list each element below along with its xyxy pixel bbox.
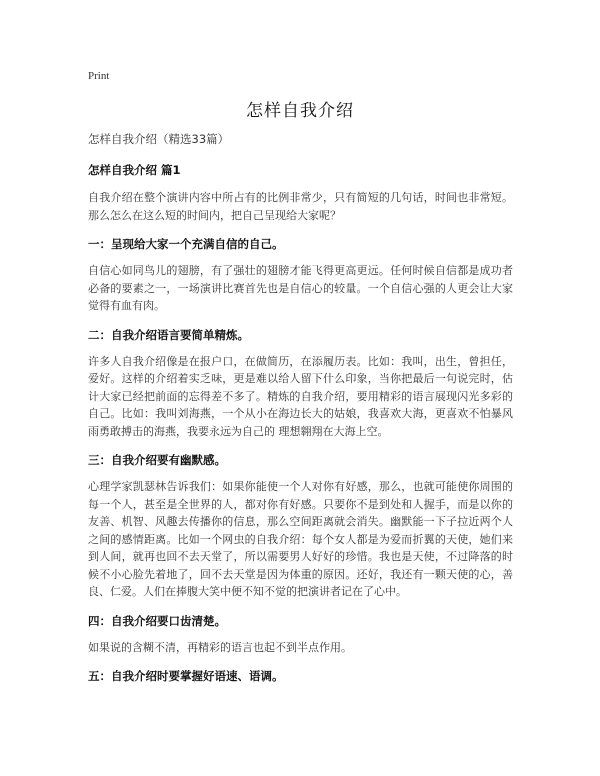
section-heading: 四：自我介绍要口齿清楚。 [88, 613, 226, 628]
section-paragraph: 许多人自我介绍像是在报户口，在做简历，在添履历表。比如：我叫，出生，曾担任，爱好。这样的介绍着实乏味，更是难以给人留下什么印象，当你把最后一句说完时，估计大家已经把前面的忘得差不多了。精炼的自我介绍，要用精彩的语言展现闪光多彩的自己。比如：我叫刘海燕，一个从小在海边长大的姑娘，我喜欢大海，更喜欢不怕暴风雨勇敢搏击的海燕，我要永远为自己的 理想翱翔在大海上空。 [88, 354, 513, 438]
section-paragraph: 如果说的含糊不清，再精彩的语言也起不到半点作用。 [88, 640, 352, 654]
print-label[interactable]: Print [88, 70, 110, 82]
section-heading: 三：自我介绍要有幽默感。 [88, 453, 226, 467]
section-heading: 五：自我介绍时要掌握好语速、语调。 [88, 669, 284, 683]
section-paragraph: 自信心如同鸟儿的翅膀，有了强壮的翅膀才能飞得更高更远。任何时候自信都是成功者必备的要素之一，一场演讲比赛首先也是自信心的较量。一个自信心强的人更会让大家觉得有血有肉。 [88, 264, 513, 312]
page-title: 怎样自我介绍 [246, 101, 354, 121]
section-heading: 二：自我介绍语言要简单精炼。 [88, 327, 249, 342]
document-content [88, 130, 513, 694]
section-heading: 一：呈现给大家一个充满自信的自己。 [88, 237, 284, 251]
section-title: 怎样自我介绍 篇1 [88, 163, 181, 177]
intro-paragraph: 自我介绍在整个演讲内容中所占有的比例非常少，只有简短的几句话，时间也非常短。那么怎么在这么短的时间内，把自己呈现给大家呢？ [88, 191, 513, 222]
section-paragraph: 心理学家凯瑟林告诉我们：如果你能使一个人对你有好感，那么，也就可能使你周围的每一个人，甚至是全世界的人，都对你有好感。只要你不是到处和人握手，而是以你的友善、机智、风趣去传播你的信息，那么空间距离就会消失。幽默能一下子拉近两个人之间的感情距离。比如一个网虫的自我介绍：每个女人都是为爱而折翼的天使，她们来到人间，就再也回不去天堂了，所以需要男人好好的珍惜。我也是天使，不过降落的时候不小心脸先着地了，回不去天堂是因为体重的原因。还好，我还有一颗天使的心，善良、仁爱。人们在捧腹大笑中便不知不觉的把演讲者记在了心中。 [88, 480, 513, 598]
subtitle: 怎样自我介绍（精选33篇） [88, 132, 230, 146]
